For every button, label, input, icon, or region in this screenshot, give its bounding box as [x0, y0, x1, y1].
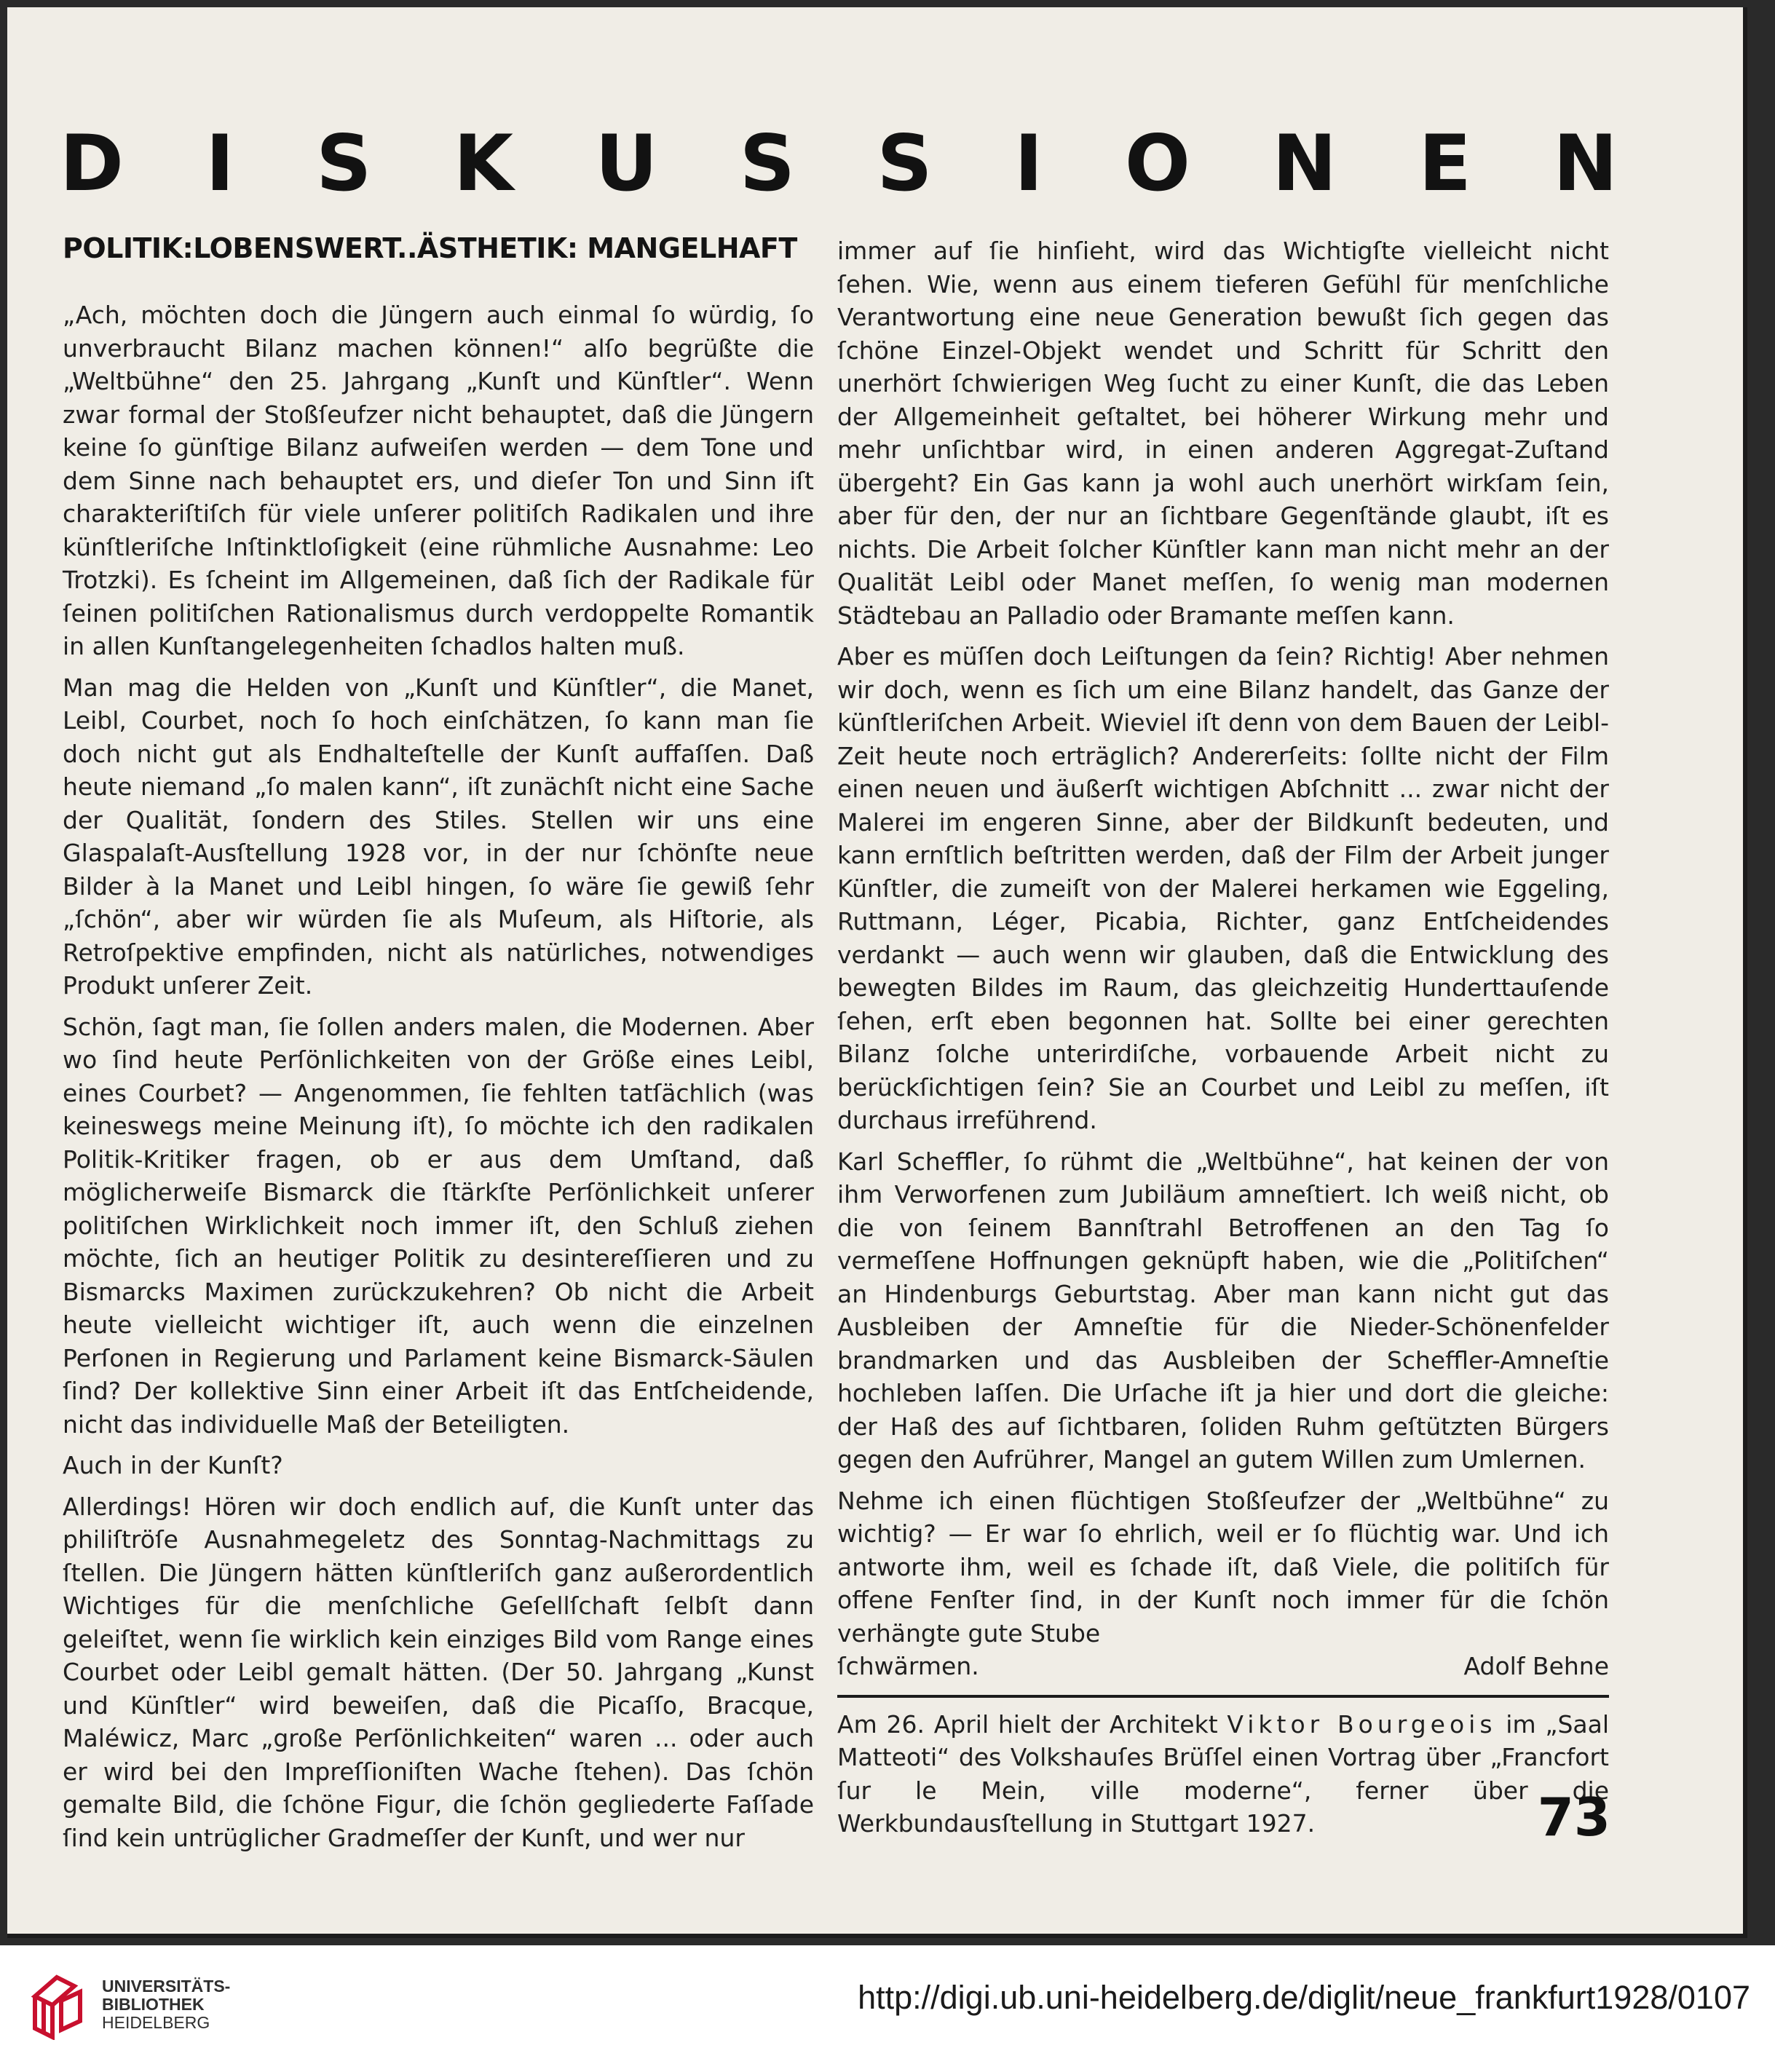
- closing-line: [837, 1650, 1609, 1683]
- author-signature: Adolf Behne: [1463, 1652, 1609, 1680]
- heading-letter: O: [1124, 119, 1191, 208]
- notice-architect-name: Viktor Bourgeois: [1227, 1709, 1497, 1739]
- notice-paragraph: [837, 1708, 1609, 1840]
- library-name[interactable]: [102, 1977, 230, 2032]
- paragraph: Karl Scheffler, ſo rühmt die „Weltbühne“, hat keinen der von ihm Verworfenen zum Jubiläum amneſtiert. Ich weiß nicht, ob die von ſeinem Bannſtrahl Betroffenen an den Tag ſo vermeſſene Hoffnungen geknüpft haben, wie die „Politiſchen“ an Hindenburgs Geburtstag. Aber man kann nicht gut das Ausbleiben der Amneſtie für die Nieder-Schönenfelder brandmarken und das Ausbleiben der Scheffler-Amneſtie hochleben laſſen. Die Urſache iſt ja hier und dort die gleiche: der Haß des auf ſichtbaren, ſoliden Ruhm geſtützten Bürgers gegen den Aufrührer, Mangel an gutem Willen zum Umlernen.: [837, 1147, 1609, 1474]
- paragraph: Auch in der Kunſt?: [63, 1451, 283, 1479]
- paragraph: immer auf ſie hinſieht, wird das Wichtigſte vielleicht nicht ſehen. Wie, wenn aus einem tieferen Gefühl für menſchliche Verantwortung eine neue Generation bewußt ſich gegen das ſchöne Einzel-Objekt wendet und Schritt für Schritt den unerhört ſchwierigen Weg ſucht zu einer Kunſt, die das Leben der Allgemeinheit geſtaltet, bei höherer Wirkung mehr und mehr unſichtbar wird, in einen anderen Aggregat-Zuſtand übergeht? Ein Gas kann ja wohl auch unerhört wirkſam ſein, aber für den, der nur an ſichtbare Gegenſtände glaubt, iſt es nichts. Die Arbeit ſolcher Künſtler kann man nicht mehr an der Qualität Leibl oder Manet meſſen, ſo wenig man modernen Städtebau an Palladio oder Bramante meſſen kann.: [837, 237, 1609, 630]
- library-name-line: BIBLIOTHEK: [102, 1995, 205, 2014]
- section-heading: [60, 119, 1618, 208]
- source-url-link[interactable]: http://digi.ub.uni-heidelberg.de/diglit/neue_frankfurt1928/0107: [858, 1979, 1750, 2016]
- heading-letter: S: [739, 119, 796, 208]
- library-name-line: UNIVERSITÄTS-: [102, 1977, 231, 1996]
- library-name-line: HEIDELBERG: [102, 2013, 210, 2032]
- heading-letter: N: [1272, 119, 1337, 208]
- footer-bar: [0, 1945, 1775, 2072]
- heading-letter: S: [316, 119, 372, 208]
- paragraph: Nehme ich einen flüchtigen Stoßſeufzer der „Weltbühne“ zu wichtig? — Er war ſo ehrlich, weil er ſo flüchtig war. Und ich antworte ihm, weil es ſchade iſt, daß Viele, die politiſch für offene Fenſter ſind, in der Kunſt noch immer für die ſchön verhängte gute Stube: [837, 1486, 1609, 1648]
- paragraph: Allerdings! Hören wir doch endlich auf, die Kunſt unter das philiſtröſe Ausnahmegeletz des Sonntag-Nachmittags zu ſtellen. Die Jüngern hätten künſtleriſch ganz außerordentlich Wichtiges für die menſchliche Geſellſchaft ſelbſt dann geleiſtet, wenn ſie wirklich kein einziges Bild vom Range eines Courbet oder Leibl gemalt hätten. (Der 50. Jahrgang „Kunst und Künſtler“ wird beweiſen, daß die Picaſſo, Bracque, Maléwicz, Marc „große Perſönlichkeiten“ waren ... oder auch er wird bei den Impreſſioniſten Wache ſtehen). Das ſchön gemalte Bild, die ſchöne Figur, die ſchön gegliederte Faſſade ſind kein untrüglicher Gradmeſſer der Kunſt, und wer nur: [63, 1492, 814, 1852]
- paragraph: Aber es müſſen doch Leiſtungen da ſein? Richtig! Aber nehmen wir doch, wenn es ſich um eine Bilanz handelt, das Ganze der künſtleriſchen Arbeit. Wieviel iſt denn von dem Bauen der Leibl-Zeit heute noch erträglich? Andererſeits: ſollte nicht der Film einen neuen und äußerſt wichtigen Abſchnitt ... zwar nicht der Malerei im engeren Sinne, aber der Bildkunſt bedeuten, und kann ernſtlich beſtritten werden, daß der Film der Arbeit junger Künſtler, die zumeiſt von der Malerei herkamen wie Eggeling, Ruttmann, Léger, Picabia, Richter, ganz Entſcheidendes verdankt — auch wenn wir glauben, daß die Entwicklung des bewegten Bildes im Raum, das gleichzeitig Hunderttauſende ſehen, erſt eben begonnen hat. Sollte bei einer gerechten Bilanz ſolche unterirdiſche, vorbauende Arbeit nicht zu berückſichtigen ſein? Sie an Courbet und Leibl zu meſſen, iſt durchaus irreführend.: [837, 642, 1609, 1134]
- page-number: 73: [1537, 1787, 1610, 1848]
- notice-text: im „Saal Matteoti“ des Volkshauſes Brüſſel einen Vortrag über „Francfort ſur le Mein, ville moderne“, ferner über die Werkbundausſtellung in Stuttgart 1927.: [837, 1709, 1610, 1838]
- article-title: POLITIK:LOBENSWERT..ÄSTHETIK: MANGELHAFT: [63, 232, 797, 264]
- paragraph: „Ach, möchten doch die Jüngern auch einmal ſo würdig, ſo unverbraucht Bilanz machen können!“ alſo begrüßte die „Weltbühne“ den 25. Jahrgang „Kunſt und Künſtler“. Wenn zwar formal der Stoßſeufzer nicht behauptet, daß die Jüngern keine ſo günſtige Bilanz aufweiſen werden — dem Tone und dem Sinne nach behauptet ers, und dieſer Ton und Sinn iſt charakteriſtiſch für viele unſerer politiſch Radikalen und ihre künſtleriſche Inſtinktloſigkeit (eine rühmliche Ausnahme: Leo Trotzki). Es ſcheint im Allgemeinen, daß ſich der Radikale für ſeinen politiſchen Rationalismus durch verdoppelte Romantik in allen Kunſtangelegenheiten ſchadlos halten muß.: [63, 301, 814, 660]
- heading-letter: I: [1014, 119, 1043, 208]
- paragraph: Man mag die Helden von „Kunſt und Künſtler“, die Manet, Leibl, Courbet, noch ſo hoch einſchätzen, ſo kann man ſie doch nicht gut als Endhalteſtelle der Kunſt auffaſſen. Daß heute niemand „ſo malen kann“, iſt zunächſt nicht eine Sache der Qualität, ſondern des Stiles. Stellen wir uns eine Glaspalaſt-Ausſtellung 1928 vor, in der nur ſchönſte neue Bilder à la Manet und Leibl hingen, ſo wäre ſie gewiß ſehr „ſchön“, aber wir würden ſie als Muſeum, als Hiſtorie, als Retroſpektive empfinden, nicht als natürliches, notwendiges Produkt unſerer Zeit.: [63, 673, 814, 1000]
- closing-word: ſchwärmen.: [837, 1652, 979, 1680]
- notice-text: Am 26. April hielt der Architekt: [837, 1709, 1228, 1739]
- heading-letter: E: [1418, 119, 1471, 208]
- heading-letter: K: [453, 119, 513, 208]
- paragraph: Schön, ſagt man, ſie ſollen anders malen, die Modernen. Aber wo ſind heute Perſönlichkeiten von der Größe eines Leibl, eines Courbet? — Angenommen, ſie fehlten tatſächlich (was keineswegs meine Meinung iſt), ſo möchte ich den radikalen Politik-Kritiker fragen, ob er aus dem Umſtand, daß möglicherweiſe Bismarck die ſtärkſte Perſönlichkeit unſerer politiſchen Wirklichkeit noch immer iſt, den Schluß ziehen möchte, ſich an heutiger Politik zu desintereſſieren und zu Bismarcks Maximen zurückzukehren? Ob nicht die Arbeit heute vielleicht wichtiger iſt, auch wenn die einzelnen Perſonen in Regierung und Parlament keine Bismarck-Säulen ſind? Der kollektive Sinn einer Arbeit iſt das Entſcheidende, nicht das individuelle Maß der Beteiligten.: [63, 1012, 814, 1439]
- library-logo-icon[interactable]: [22, 1967, 95, 2040]
- heading-letter: N: [1553, 119, 1618, 208]
- left-column: [63, 230, 814, 1862]
- heading-letter: S: [877, 119, 933, 208]
- heading-letter: D: [60, 119, 124, 208]
- right-column: [837, 234, 1609, 1848]
- heading-letter: U: [595, 119, 658, 208]
- scanned-page: [7, 7, 1747, 1938]
- divider: [837, 1695, 1609, 1698]
- heading-letter: I: [205, 119, 234, 208]
